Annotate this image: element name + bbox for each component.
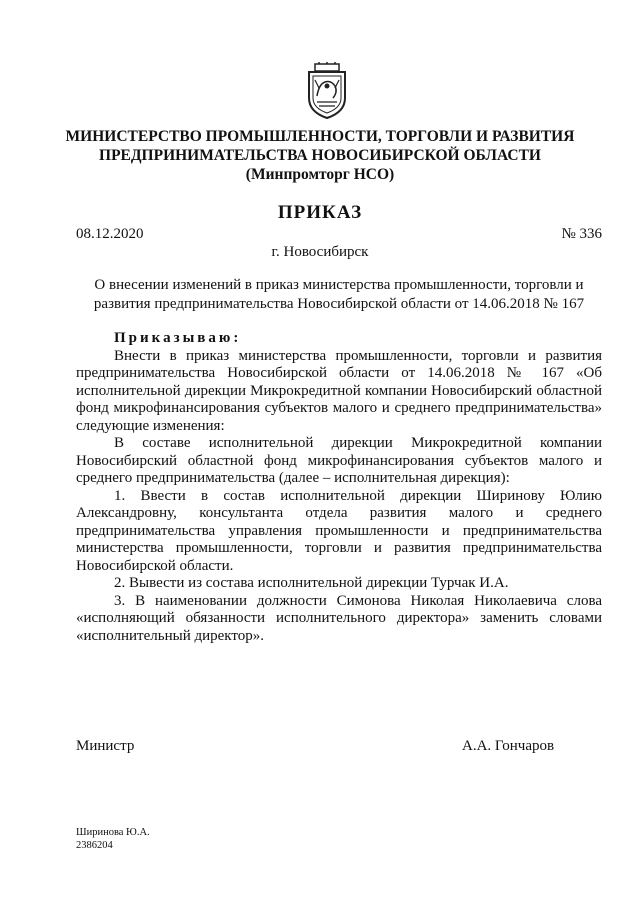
- executor-name: Ширинова Ю.А.: [76, 827, 150, 838]
- order-word: Приказываю:: [114, 330, 242, 346]
- body-context: В составе исполнительной дирекции Микрокредитной компании Новосибирский областной фонд микрофинансирования субъектов малого и среднего предпринимательства (далее – исполнительная дирекция):: [76, 435, 602, 486]
- body-intro: Внести в приказ министерства промышленности, торговли и развития предпринимательства Новосибирской области от 14.06.2018 № 167 «Об исполнительной дирекции Микрокредитной компании Новосибирский областной фонд микрофинансирования субъектов малого и среднего предпринимательства» следующие изменения:: [76, 347, 602, 434]
- document-title: ПРИКАЗ: [277, 202, 363, 223]
- body-item-1: 1. Ввести в состав исполнительной дирекции Ширинову Юлию Александровну, консультанта отдела развития малого и среднего предпринимательства управления промышленности и предпринимательства министерства промышленности, торговли и развития предпринимательства Новосибирской области.: [76, 487, 602, 574]
- org-name-line2: ПРЕДПРИНИМАТЕЛЬСТВА НОВОСИБИРСКОЙ ОБЛАСТИ: [99, 147, 541, 164]
- document-subject: О внесении изменений в приказ министерства промышленности, торговли и развития предпринимательства Новосибирской области от 14.06.2018 № 167: [93, 277, 585, 312]
- body-item-3: 3. В наименовании должности Симонова Николая Николаевича слова «исполняющий обязанности исполнительного директора» заменить словами «исполнительный директор».: [76, 592, 602, 644]
- coat-of-arms-icon: [305, 62, 349, 120]
- executor-phone: 2386204: [76, 840, 113, 851]
- signatory-name: А.А. Гончаров: [462, 738, 555, 754]
- org-name-line1: МИНИСТЕРСТВО ПРОМЫШЛЕННОСТИ, ТОРГОВЛИ И РАЗВИТИЯ: [65, 128, 575, 145]
- body-item-2: 2. Вывести из состава исполнительной дирекции Турчак И.А.: [114, 575, 509, 591]
- document-date: 08.12.2020: [76, 226, 144, 242]
- document-number: № 336: [561, 226, 602, 242]
- document-body: [76, 330, 602, 645]
- signatory-position: Министр: [76, 738, 135, 754]
- executor-info: [76, 826, 150, 852]
- org-short-name: (Минпромторг НСО): [245, 166, 395, 183]
- document-city: г. Новосибирск: [271, 244, 369, 260]
